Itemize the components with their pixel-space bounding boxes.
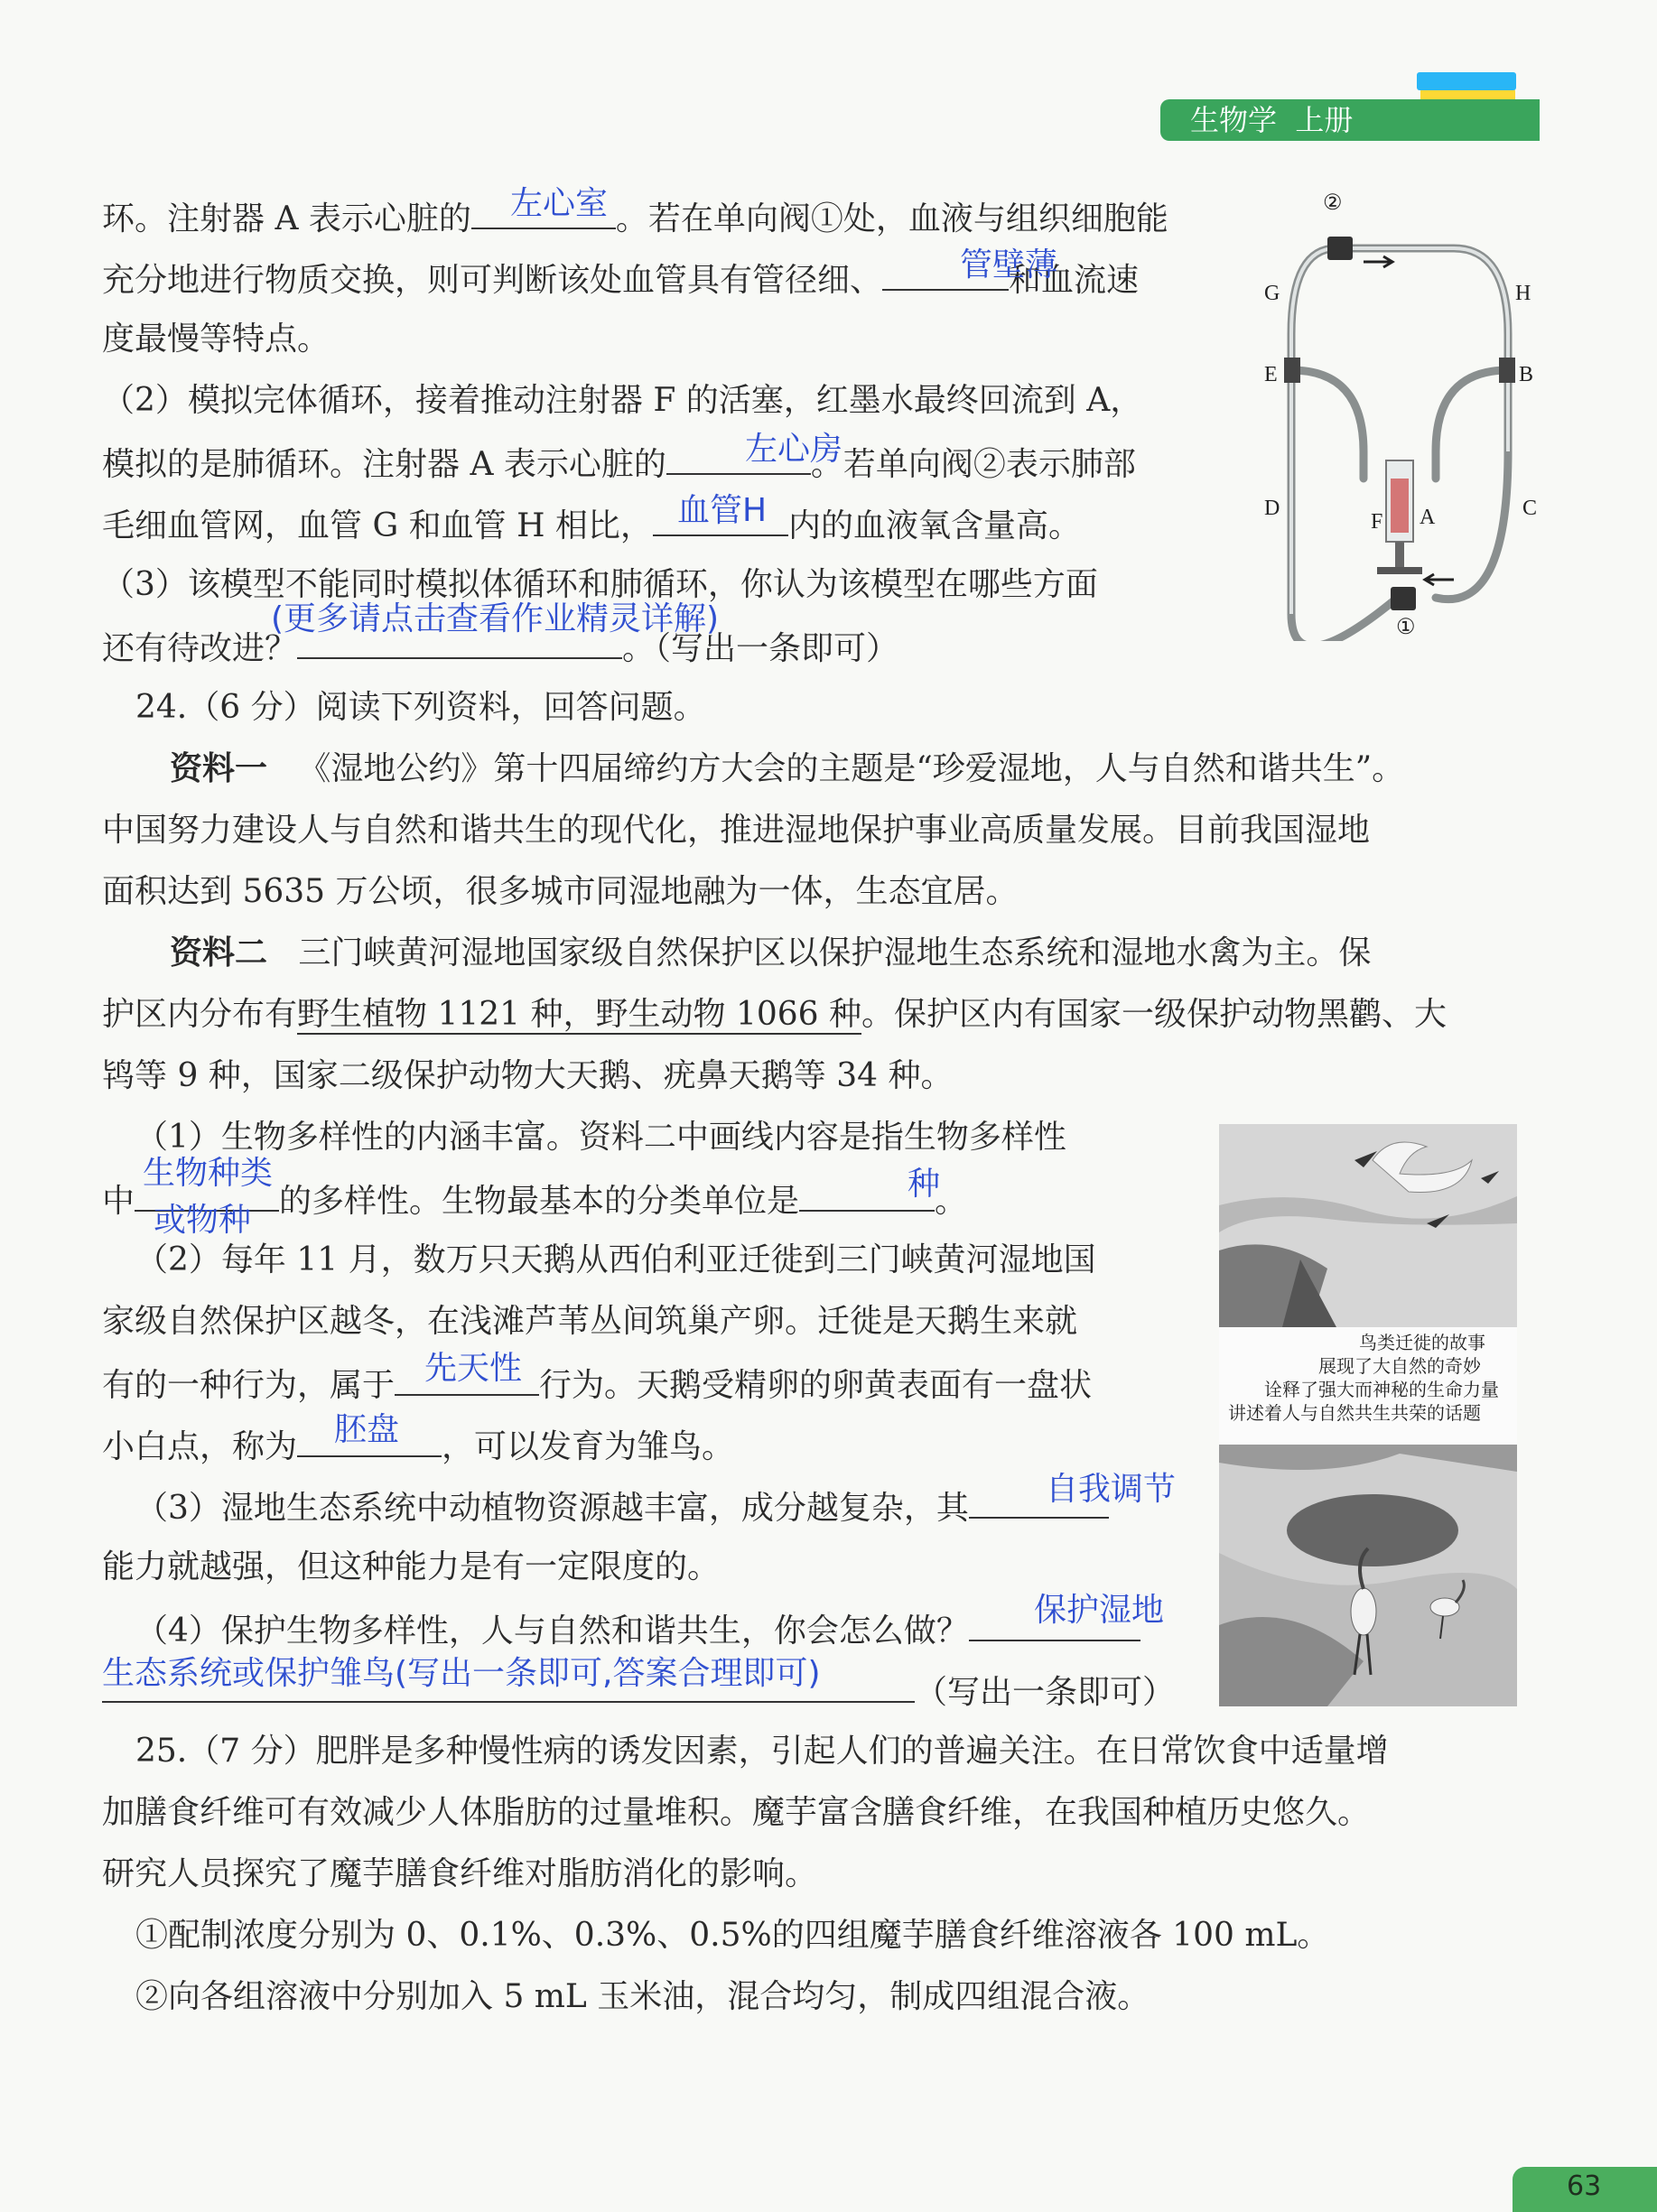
material1-line2: 中国努力建设人与自然和谐共生的现代化，推进湿地保护事业高质量发展。目前我国湿地	[102, 812, 1371, 849]
q24-1-line2: 中 的多样性。生物最基本的分类单位是 。	[102, 1177, 967, 1223]
q25-line3: 研究人员探究了魔芋膳食纤维对脂肪消化的影响。	[102, 1855, 818, 1892]
label-e: E	[1264, 363, 1278, 386]
q23-2-line3: 毛细血管网，血管 G 和血管 H 相比， 内的血液氧含量高。	[102, 502, 1081, 548]
answer-vessel-h: 血管H	[677, 492, 768, 529]
answer-self-regulation: 自我调节	[1046, 1471, 1177, 1508]
figure-caption: 鸟类迁徙的故事 展现了大自然的奇妙 诠释了强大而神秘的生命力量 讲述着人与自然共生共荣的话题	[1219, 1327, 1517, 1445]
connector-e-icon	[1284, 358, 1300, 383]
volume-label: 上册	[1295, 103, 1354, 137]
arrow-right-icon	[1364, 256, 1392, 267]
label-g: G	[1264, 282, 1280, 305]
answer-germinal-disc: 胚盘	[334, 1411, 400, 1448]
material2-line3: 鸨等 9 种，国家二级保护动物大天鹅、疣鼻天鹅等 34 种。	[102, 1057, 954, 1094]
q23-3-line2: 还有待改进？ 。（写出一条即可）	[102, 625, 898, 671]
swan-migration-photo	[1219, 1124, 1517, 1327]
subject-label: 生物学	[1190, 103, 1278, 137]
q24-title: 24.（6 分）阅读下列资料，回答问题。	[135, 689, 706, 726]
q24-1-line1: （1）生物多样性的内涵丰富。资料二中画线内容是指生物多样性	[135, 1119, 1066, 1156]
syringe-icon	[1377, 460, 1422, 574]
q24-3-line1: （3）湿地生态系统中动植物资源越丰富，成分越复杂，其	[135, 1484, 1109, 1530]
material1-line1: 资料一 《湿地公约》第十四届缔约方大会的主题是“珍爱湿地，人与自然和谐共生”。	[170, 750, 1405, 787]
answer-thin-wall: 管壁薄	[960, 246, 1058, 283]
q25-line2: 加膳食纤维可有效减少人体脂肪的过量堆积。魔芋富含膳食纤维，在我国种植历史悠久。	[102, 1794, 1371, 1831]
material1-line3: 面积达到 5635 万公顷，很多城市同湿地融为一体，生态宜居。	[102, 873, 1019, 910]
valve-2-icon	[1327, 237, 1353, 260]
answer-species-variety-cont: 或物种	[154, 1202, 252, 1239]
q24-2-line1: （2）每年 11 月，数万只天鹅从西伯利亚迁徙到三门峡黄河湿地国	[135, 1241, 1096, 1278]
q24-2-line4: 小白点，称为 ，可以发育为雏鸟。	[102, 1423, 734, 1469]
label-valve-2: ②	[1323, 191, 1343, 215]
q25-step2: ②向各组溶液中分别加入 5 mL 玉米油，混合均匀，制成四组混合液。	[135, 1978, 1150, 2015]
label-a: A	[1420, 506, 1436, 529]
q24-3-line2: 能力就越强，但这种能力是有一定限度的。	[102, 1548, 721, 1585]
label-c: C	[1522, 497, 1538, 520]
q23-2-line1: （2）模拟完体循环，接着推动注射器 F 的活塞，红墨水最终回流到 A，	[102, 382, 1143, 419]
q23-line2: 充分地进行物质交换，则可判断该处血管具有管径细、 和血流速	[102, 256, 1139, 302]
answer-innate: 先天性	[424, 1350, 523, 1387]
answer-species-variety: 生物种类	[143, 1155, 274, 1192]
answer-left-ventricle: 左心室	[510, 185, 609, 222]
q23-2-line2: 模拟的是肺循环。注射器 A 表示心脏的 。若单向阀②表示肺部	[102, 441, 1136, 487]
header-title	[1190, 101, 1353, 139]
q23-line1: 环。注射器 A 表示心脏的 。若在单向阀①处，血液与组织细胞能	[102, 195, 1168, 241]
answer-protect-wetland-cont: 生态系统或保护雏鸟(写出一条即可,答案合理即可)	[102, 1655, 821, 1692]
label-f: F	[1371, 510, 1383, 534]
q24-2-line2: 家级自然保护区越冬，在浅滩芦苇丛间筑巢产卵。迁徙是天鹅生来就	[102, 1303, 1078, 1340]
label-h: H	[1515, 282, 1531, 305]
connector-b-icon	[1499, 358, 1515, 383]
label-b: B	[1519, 363, 1534, 386]
q25-step1: ①配制浓度分别为 0、0.1%、0.3%、0.5%的四组魔芋膳食纤维溶液各 100 mL。	[135, 1917, 1330, 1954]
arrow-left-icon	[1425, 574, 1454, 585]
answer-protect-wetland: 保护湿地	[1034, 1592, 1165, 1629]
label-valve-1: ①	[1396, 616, 1416, 639]
q24-4-line1: （4）保护生物多样性，人与自然和谐共生，你会怎么做？	[135, 1607, 1140, 1653]
answer-left-atrium: 左心房	[745, 431, 843, 468]
material2-line1: 资料二 三门峡黄河湿地国家级自然保护区以保护湿地生态系统和湿地水禽为主。保	[170, 934, 1372, 971]
q23-3-line1: （3）该模型不能同时模拟体循环和肺循环，你认为该模型在哪些方面	[102, 566, 1098, 603]
underlined-species-count: 野生植物 1121 种，野生动物 1066 种	[297, 996, 862, 1033]
page-number: 63	[1567, 2170, 1602, 2202]
q25-line1: 25.（7 分）肥胖是多种慢性病的诱发因素，引起人们的普遍关注。在日常饮食中适量增	[135, 1733, 1389, 1770]
q24-4-line2: （写出一条即可）	[102, 1668, 1175, 1715]
circulation-model-diagram	[1264, 181, 1553, 641]
answer-species: 种	[908, 1166, 941, 1203]
valve-1-icon	[1391, 587, 1416, 610]
material2-line2: 护区内分布有野生植物 1121 种，野生动物 1066 种。保护区内有国家一级保护动物黑鹳、大	[102, 996, 1448, 1033]
q24-2-line3: 有的一种行为，属于 行为。天鹅受精卵的卵黄表面有一盘状	[102, 1362, 1092, 1408]
crane-wetland-photo	[1219, 1445, 1517, 1706]
q23-line3: 度最慢等特点。	[102, 321, 330, 358]
label-d: D	[1264, 497, 1280, 520]
answer-more-link[interactable]: (更多请点击查看作业精灵详解)	[271, 600, 720, 637]
